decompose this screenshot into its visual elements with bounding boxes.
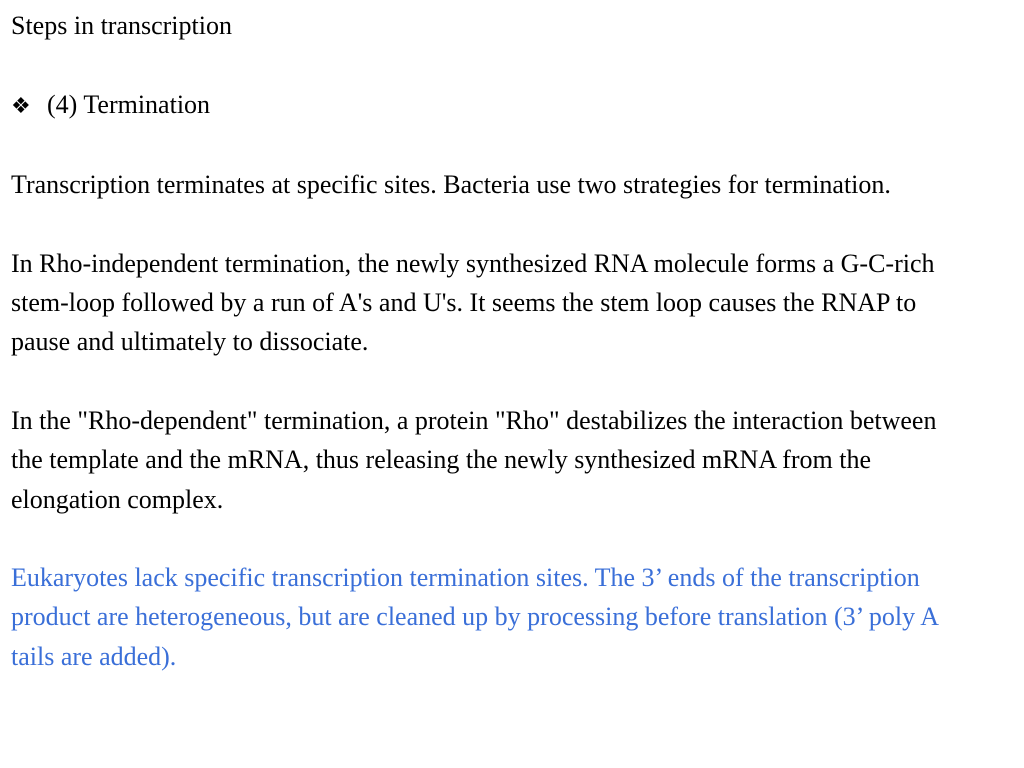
paragraph-rho-dependent: In the "Rho-dependent" termination, a protein "Rho" destabilizes the interaction between the template and the mRNA, thus releasing the newly synthesized mRNA from the elongation complex. bbox=[11, 405, 937, 514]
diamond-bullet-icon: ❖ bbox=[11, 93, 31, 119]
slide-title: Steps in transcription bbox=[11, 11, 232, 40]
section-label: (4) Termination bbox=[47, 89, 211, 119]
paragraph-rho-independent: In Rho-independent termination, the newly synthesized RNA molecule forms a G-C-rich stem-loop followed by a run of A's and U's. It seems the stem loop causes the RNAP to pause and ultimately to dissociate. bbox=[11, 248, 935, 357]
section-heading bbox=[11, 85, 964, 126]
paragraph-eukaryotes: Eukaryotes lack specific transcription termination sites. The 3’ ends of the transcription product are heterogeneous, but are cleaned up by processing before translation (3’ poly A tails are added). bbox=[11, 563, 938, 671]
paragraph-intro: Transcription terminates at specific sites. Bacteria use two strategies for termination. bbox=[11, 170, 891, 200]
